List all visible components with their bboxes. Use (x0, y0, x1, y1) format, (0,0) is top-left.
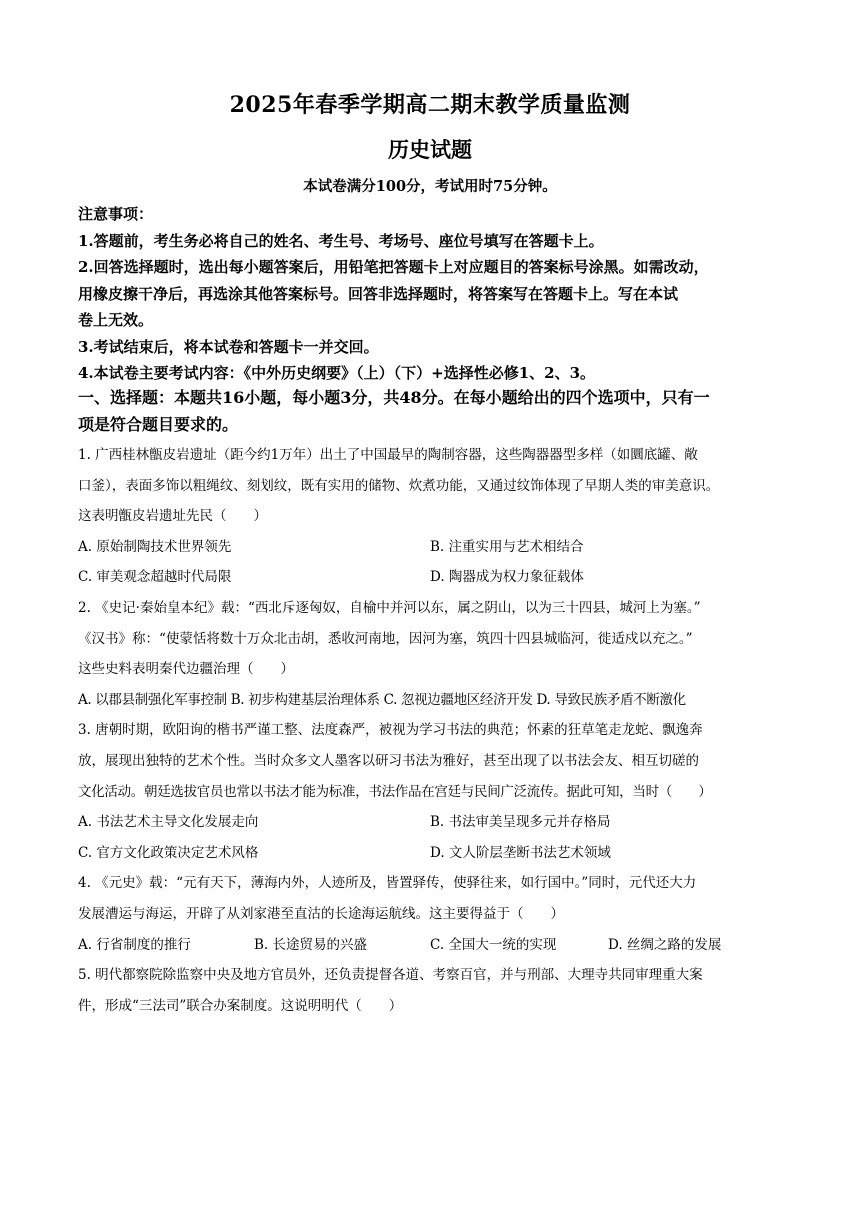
option-row (78, 807, 784, 838)
option-row (78, 685, 784, 716)
option-c: C. 审美观念超越时代局限 (78, 569, 232, 586)
question-text-line: 这表明甑皮岩遗址先民（ ） (78, 508, 267, 525)
option-c: C. 全国大一统的实现 (430, 936, 557, 953)
option-a: A. 行省制度的推行 (78, 936, 191, 953)
question-text-line: 这些史料表明秦代边疆治理（ ） (78, 661, 294, 678)
option-b: B. 书法审美呈现多元并存格局 (430, 814, 611, 831)
notes-item: 用橡皮擦干净后，再选涂其他答案标号。回答非选择题时，将答案写在答题卡上。写在本试 (78, 284, 679, 303)
question-text-line: 件，形成“三法司”联合办案制度。这说明明代（ ） (78, 997, 403, 1014)
question-text-line: 3. 唐朝时期，欧阳询的楷书严谨工整、法度森严，被视为学习书法的典范；怀素的狂草笔走龙蛇、飘逸奔 (78, 722, 703, 739)
question-1 (78, 440, 784, 593)
notes-block (78, 201, 784, 387)
question-4 (78, 868, 784, 960)
option-b: B. 长途贸易的兴盛 (254, 936, 368, 953)
section-heading (78, 385, 784, 438)
option-a: A. 书法艺术主导文化发展走向 (78, 814, 259, 831)
option-a: A. 原始制陶技术世界领先 (78, 538, 232, 555)
option-d: D. 丝绸之路的发展 (608, 936, 722, 953)
question-text-line: 5. 明代都察院除监察中央及地方官员外，还负责提督各道、考察百官，并与刑部、大理寺共同审理重大案 (78, 967, 703, 984)
question-5 (78, 960, 784, 1021)
exam-title: 2025年春季学期高二期末教学质量监测 (229, 92, 631, 118)
question-2 (78, 593, 784, 715)
question-text-line: 放，展现出独特的艺术个性。当时众多文人墨客以研习书法为雅好，甚至出现了以书法会友、相互切磋的 (78, 752, 699, 769)
option-row (78, 930, 784, 961)
option-d: D. 文人阶层垄断书法艺术领域 (430, 844, 611, 861)
options-line: A. 以郡县制强化军事控制 B. 初步构建基层治理体系 C. 忽视边疆地区经济开发 D. 导致民族矛盾不断激化 (78, 691, 686, 708)
option-row (78, 532, 784, 563)
notes-item: 卷上无效。 (78, 311, 154, 329)
notes-item: 1.答题前，考生务必将自己的姓名、考生号、考场号、座位号填写在答题卡上。 (78, 231, 604, 250)
question-text-line: 文化活动。朝廷选拔官员也常以书法才能为标准，书法作品在宫廷与民间广泛流传。据此可知，当时（ ） (78, 783, 712, 800)
option-row (78, 838, 784, 869)
exam-subtitle: 历史试题 (388, 137, 472, 162)
question-list (78, 440, 784, 1021)
notes-item: 4.本试卷主要考试内容：《中外历史纲要》（上）（下）+选择性必修1、2、3。 (78, 364, 596, 382)
score-info: 本试卷满分100分，考试用时75分钟。 (303, 178, 557, 195)
question-text-line: 1. 广西桂林甑皮岩遗址（距今约1万年）出土了中国最早的陶制容器，这些陶器器型多样（如圜底罐、敞 (78, 447, 698, 463)
question-text-line: 口釜），表面多饰以粗绳纹、刻划纹，既有实用的储物、炊煮功能，又通过纹饰体现了早期人类的审美意识。 (78, 477, 720, 494)
notes-item: 3.考试结束后，将本试卷和答题卡一并交回。 (78, 337, 379, 356)
question-3 (78, 715, 784, 868)
option-row (78, 562, 784, 593)
option-b: B. 注重实用与艺术相结合 (430, 538, 584, 555)
question-text-line: 《汉书》称：“使蒙恬将数十万众北击胡，悉收河南地，因河为塞，筑四十四县城临河，徙适戍以充之。” (78, 630, 693, 647)
question-text-line: 发展漕运与海运，开辟了从刘家港至直沽的长途海运航线。这主要得益于（ ） (78, 905, 564, 922)
option-c: C. 官方文化政策决定艺术风格 (78, 844, 259, 861)
question-text-line: 4. 《元史》载：“元有天下，薄海内外，人迹所及，皆置驿传，使驿往来，如行国中。”同时，元代还大力 (78, 875, 697, 892)
section-heading-line: 一、选择题：本题共16小题，每小题3分，共48分。在每小题给出的四个选项中，只有一 (78, 388, 710, 407)
notes-item: 2.回答选择题时，选出每小题答案后，用铅笔把答题卡上对应题目的答案标号涂黑。如需改动， (78, 258, 709, 276)
question-text-line: 2. 《史记·秦始皇本纪》载：“西北斥逐匈奴，自榆中并河以东，属之阴山，以为三十四县，城河上为塞。” (78, 599, 701, 616)
notes-heading: 注意事项： (78, 205, 154, 223)
section-heading-line: 项是符合题目要求的。 (78, 414, 239, 434)
option-d: D. 陶器成为权力象征载体 (430, 569, 584, 586)
